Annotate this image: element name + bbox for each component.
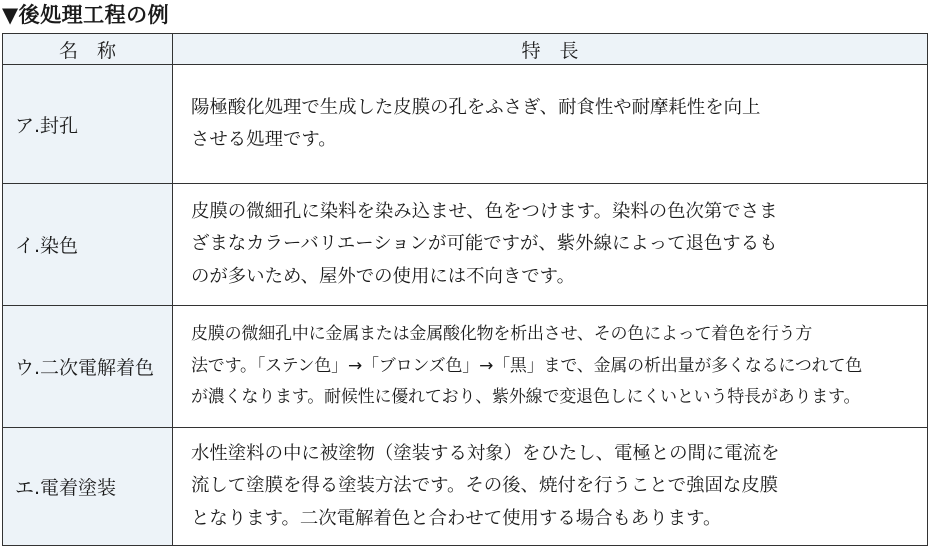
description-line: 皮膜の微細孔中に金属または金属酸化物を析出させ、その色によって着色を行う方 bbox=[191, 324, 813, 345]
description-line: させる処理です。 bbox=[191, 129, 337, 150]
description-line: が濃くなります。耐候性に優れており、紫外線で変退色しにくいという特長があります。 bbox=[191, 387, 861, 408]
row-description bbox=[173, 428, 928, 546]
description-line: ざまなカラーバリエーションが可能ですが、紫外線によって退色するも bbox=[191, 233, 778, 255]
row-description bbox=[173, 65, 928, 184]
description-line: 流して塗膜を得る塗装方法です。その後、焼付を行うことで強固な皮膜 bbox=[191, 475, 779, 497]
row-name-electrolytic-coloring: ウ.二次電解着色 bbox=[3, 306, 173, 428]
table-row bbox=[3, 184, 928, 306]
header-name: 名 称 bbox=[3, 34, 173, 65]
row-description bbox=[173, 306, 928, 428]
table-row bbox=[3, 428, 928, 546]
table-header-row bbox=[3, 34, 928, 65]
description-line: 皮膜の微細孔に染料を染み込ませ、色をつけます。染料の色次第でさま bbox=[191, 200, 778, 222]
row-name-dyeing: イ.染色 bbox=[3, 184, 173, 306]
row-name-electrodeposition: エ.電着塗装 bbox=[3, 428, 173, 546]
description-line: 法です。「ステン色」→「ブロンズ色」→「黒」まで、金属の析出量が多くなるにつれて色 bbox=[191, 355, 863, 376]
page-title: ▼後処理工程の例 bbox=[2, 3, 170, 27]
row-name-sealing: ア.封孔 bbox=[3, 65, 173, 184]
description-line: 陽極酸化処理で生成した皮膜の孔をふさぎ、耐食性や耐摩耗性を向上 bbox=[191, 96, 761, 118]
table-row bbox=[3, 65, 928, 184]
description-line: 水性塗料の中に被塗物（塗装する対象）をひたし、電極との間に電流を bbox=[191, 442, 780, 464]
row-description bbox=[173, 184, 928, 306]
header-feature: 特 長 bbox=[173, 34, 928, 65]
description-line: となります。二次電解着色と合わせて使用する場合もあります。 bbox=[191, 507, 722, 529]
description-line: のが多いため、屋外での使用には不向きです。 bbox=[191, 265, 575, 287]
table-row bbox=[3, 306, 928, 428]
process-table bbox=[2, 33, 928, 546]
